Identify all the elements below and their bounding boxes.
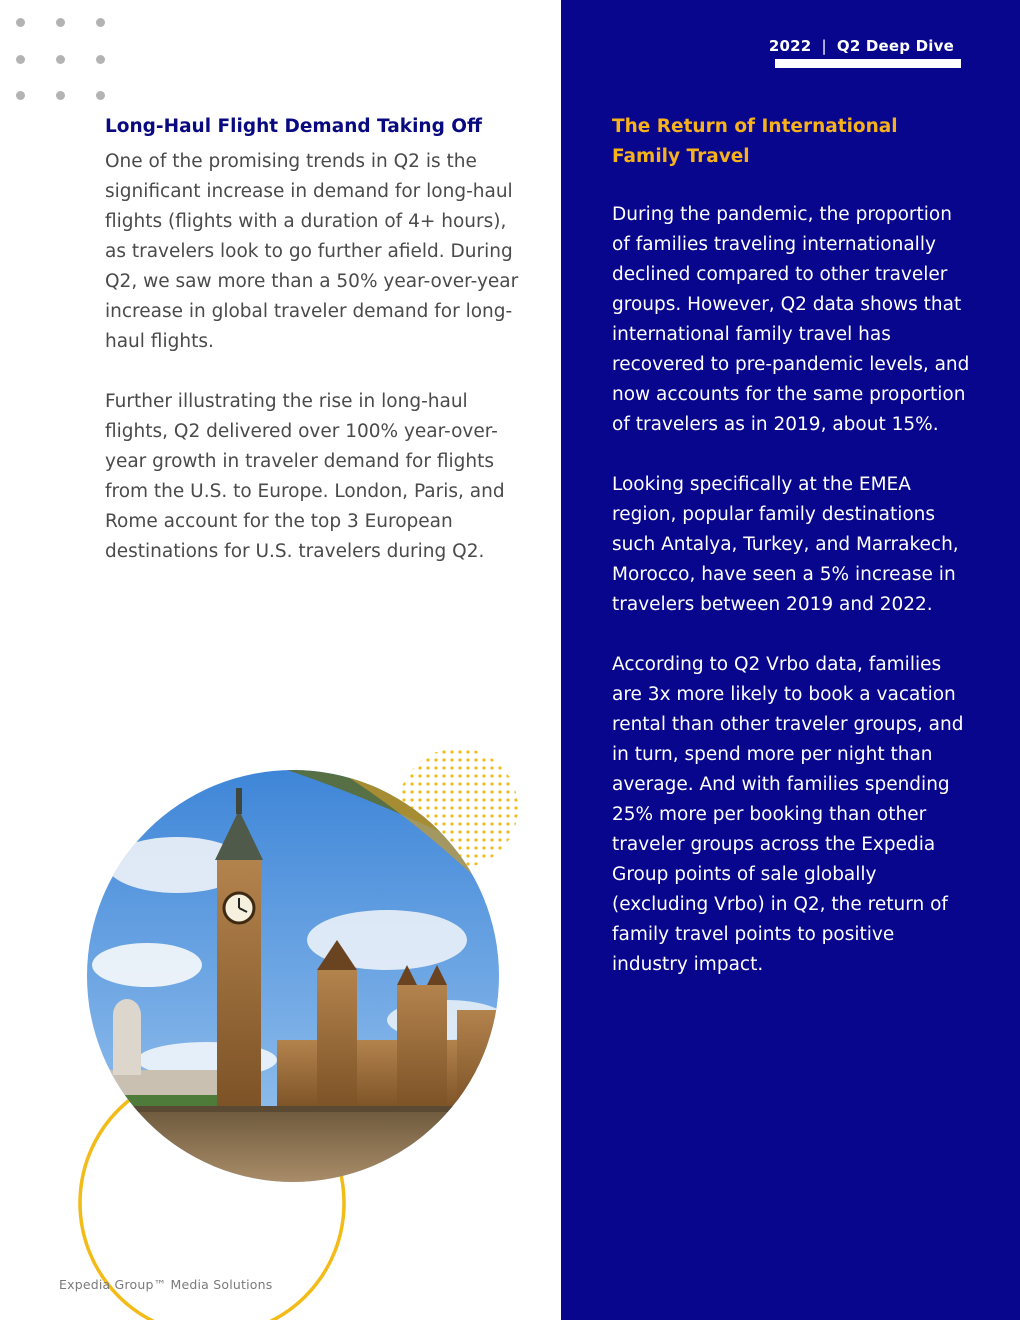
right-paragraph-1: During the pandemic, the proportion of families traveling internationally declined compared to other traveler groups. However, Q2 data shows that international family travel has recovered to pre-pandemic levels, and now accounts for the same proportion of travelers as in 2019, about 15%. xyxy=(612,204,970,435)
left-paragraph-2: Further illustrating the rise in long-haul flights, Q2 delivered over 100% year-over-year growth in traveler demand for flights from the U.S. to Europe. London, Paris, and Rome account for the top 3 European destinations for U.S. travelers during Q2. xyxy=(105,391,505,562)
decor-dot xyxy=(56,55,65,64)
photo-area xyxy=(0,740,561,1320)
right-section-title: The Return of International Family Travel xyxy=(612,116,898,167)
report-year: 2022 xyxy=(768,37,812,55)
decor-dot xyxy=(96,91,105,100)
decor-dot xyxy=(56,91,65,100)
report-header xyxy=(769,36,954,56)
right-paragraph-2: Looking specifically at the EMEA region, popular family destinations such Antalya, Turkey, and Marrakech, Morocco, have seen a 5% increase in travelers between 2019 and 2022. xyxy=(612,474,959,615)
header-separator: | xyxy=(821,37,827,55)
left-paragraph-1: One of the promising trends in Q2 is the significant increase in demand for long-haul flights (flights with a duration of 4+ hours), as travelers look to go further afield. During Q2, we saw more than a 50% year-over-year increase in global traveler demand for long-haul flights. xyxy=(105,151,519,352)
photo-illustration xyxy=(87,770,499,1182)
big-ben-westminster-photo xyxy=(87,770,499,1182)
left-section-title: Long-Haul Flight Demand Taking Off xyxy=(105,116,482,137)
footer-brand: Expedia Group™ Media Solutions xyxy=(59,1277,273,1292)
decor-dot xyxy=(16,18,25,27)
report-name: Q2 Deep Dive xyxy=(836,37,954,55)
right-article xyxy=(612,112,972,980)
decor-dot xyxy=(16,55,25,64)
decor-dot xyxy=(56,18,65,27)
left-article xyxy=(105,115,525,567)
decor-dot xyxy=(16,91,25,100)
header-underline xyxy=(775,59,961,68)
right-paragraph-3: According to Q2 Vrbo data, families are 3x more likely to book a vacation rental than other traveler groups, and in turn, spend more per night than average. And with families spending 25% more per booking than other traveler groups across the Expedia Group points of sale globally (excluding Vrbo) in Q2, the return of family travel points to positive industry impact. xyxy=(612,654,964,975)
decor-dot xyxy=(96,18,105,27)
dot-grid-decoration xyxy=(14,16,110,102)
decor-dot xyxy=(96,55,105,64)
